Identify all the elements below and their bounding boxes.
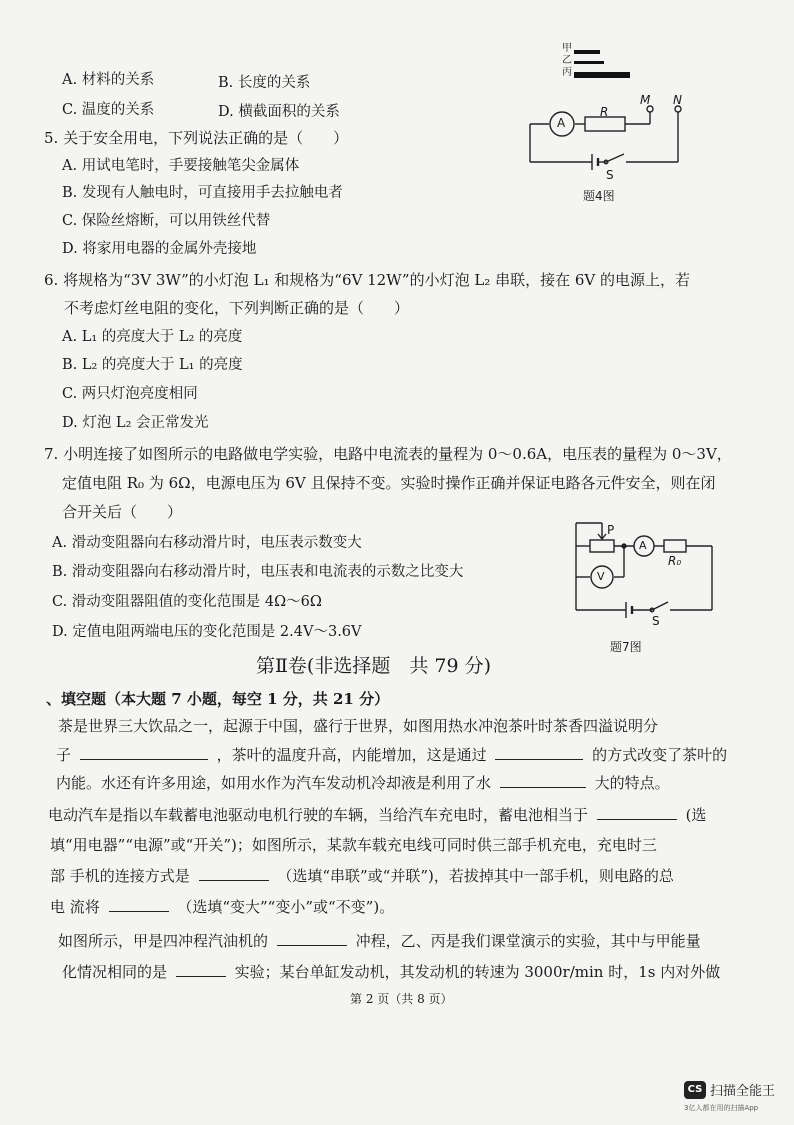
q7-stem-line3: 合开关后（ ）	[62, 503, 183, 521]
watermark-tagline: 3亿人都在用的扫描App	[684, 1104, 759, 1112]
fig4-ammeter-label: A	[557, 116, 566, 130]
q9-text: （选填“变大”“变小”或“不变”)。	[177, 898, 395, 916]
q10-line2	[62, 962, 720, 982]
fig4-legend-2: 乙	[562, 55, 572, 66]
q10-text: 化情况相同的是	[62, 963, 168, 981]
q10-blank-1[interactable]	[277, 931, 347, 946]
q8-line2	[56, 745, 727, 765]
q6-option-c: C. 两只灯泡亮度相同	[62, 386, 198, 402]
q7-stem-line1: 7. 小明连接了如图所示的电路做电学实验，电路中电流表的量程为 0～0.6A，电压表的量程为 0～3V，	[44, 445, 732, 463]
q9-line3	[50, 866, 674, 886]
q4-option-b: B. 长度的关系	[218, 75, 311, 91]
q5-option-d: D. 将家用电器的金属外壳接地	[62, 241, 257, 257]
q8-blank-3[interactable]	[500, 773, 586, 788]
q9-blank-3[interactable]	[109, 897, 169, 912]
q9-line1	[48, 805, 706, 825]
q8-blank-1[interactable]	[80, 745, 208, 760]
q10-blank-2[interactable]	[176, 962, 226, 977]
q10-text: 冲程，乙、丙是我们课堂演示的实验，其中与甲能量	[355, 932, 701, 950]
q7-option-d: D. 定值电阻两端电压的变化范围是 2.4V～3.6V	[52, 624, 362, 640]
q6-option-a: A. L₁ 的亮度大于 L₂ 的亮度	[62, 329, 243, 345]
fig7-voltmeter-label: V	[597, 570, 605, 583]
q5-option-c: C. 保险丝熔断，可以用铁丝代替	[62, 213, 271, 229]
q9-line2: 填“用电器”“电源”或“开关”)；如图所示，某款车载充电线可同时供三部手机充电，充电时三	[50, 836, 657, 854]
fig4-caption: 题4图	[583, 189, 615, 203]
q9-blank-1[interactable]	[597, 805, 677, 820]
q9-text: （选填“串联”或“并联”)，若拔掉其中一部手机，则电路的总	[277, 867, 674, 885]
q9-line4	[50, 897, 394, 917]
fig7-ammeter-label: A	[639, 539, 647, 552]
q9-text: 电动汽车是指以车载蓄电池驱动电机行驶的车辆，当给汽车充电时，蓄电池相当于	[48, 806, 589, 824]
page-number: 第 2 页（共 8 页）	[350, 992, 453, 1006]
q9-text: 部 手机的连接方式是	[50, 867, 190, 885]
fig4-resistor-label: R	[600, 105, 609, 119]
fig4-terminal-n: N	[673, 93, 682, 107]
fig4-switch-label: S	[606, 168, 614, 182]
q8-text: 子	[56, 746, 72, 764]
q10-line1	[58, 931, 701, 951]
fig7-resistor-label: R₀	[668, 554, 682, 568]
q6-stem-line1: 6. 将规格为“3V 3W”的小灯泡 L₁ 和规格为“6V 12W”的小灯泡 L₂ 串联，接在 6V 的电源上，若	[44, 271, 690, 289]
q6-option-d: D. 灯泡 L₂ 会正常发光	[62, 415, 209, 431]
scanner-watermark	[684, 1079, 784, 1115]
watermark-app-name: 扫描全能王	[710, 1084, 776, 1099]
fill-in-heading: 、填空题（本大题 7 小题，每空 1 分，共 21 分）	[46, 690, 390, 708]
q8-text: ，茶叶的温度升高，内能增加，这是通过	[216, 746, 487, 764]
camscanner-logo-icon: CS	[684, 1081, 706, 1099]
q10-text: 如图所示，甲是四冲程汽油机的	[58, 932, 269, 950]
q8-blank-2[interactable]	[495, 745, 583, 760]
q8-line1: 茶是世界三大饮品之一，起源于中国，盛行于世界，如图用热水冲泡茶叶时茶香四溢说明分	[58, 717, 659, 735]
fig4-legend-3: 丙	[562, 67, 572, 78]
fig7-switch-label: S	[652, 614, 660, 628]
q8-text: 内能。水还有许多用途，如用水作为汽车发动机冷却液是利用了水	[56, 774, 492, 792]
q8-text: 的方式改变了茶叶的	[592, 746, 728, 764]
fig7-caption: 题7图	[610, 640, 642, 654]
q5-option-a: A. 用试电笔时，手要接触笔尖金属体	[62, 158, 300, 174]
q4-option-c: C. 温度的关系	[62, 102, 155, 118]
q7-option-a: A. 滑动变阻器向右移动滑片时，电压表示数变大	[52, 535, 362, 551]
q4-option-d: D. 横截面积的关系	[218, 104, 340, 120]
section-2-title: 第Ⅱ卷(非选择题 共 79 分)	[256, 655, 491, 677]
q9-text: 电 流将	[50, 898, 100, 916]
fig4-terminal-m: M	[640, 93, 651, 107]
q7-stem-line2: 定值电阻 R₀ 为 6Ω，电源电压为 6V 且保持不变。实验时操作正确并保证电路各元件安全，则在闭	[62, 474, 716, 492]
q6-stem-line2: 不考虑灯丝电阻的变化，下列判断正确的是（ ）	[64, 299, 410, 317]
q8-text: 大的特点。	[594, 774, 670, 792]
q6-option-b: B. L₂ 的亮度大于 L₁ 的亮度	[62, 357, 243, 373]
fig7-slider-label: P	[607, 523, 615, 537]
q5-stem: 5. 关于安全用电，下列说法正确的是（ ）	[44, 129, 349, 147]
q5-option-b: B. 发现有人触电时，可直接用手去拉触电者	[62, 185, 343, 201]
q10-text: 实验；某台单缸发动机，其发动机的转速为 3000r/min 时，1s 内对外做	[234, 963, 721, 981]
q7-option-c: C. 滑动变阻器阻值的变化范围是 4Ω～6Ω	[52, 594, 322, 610]
q4-option-a: A. 材料的关系	[62, 72, 155, 88]
q7-option-b: B. 滑动变阻器向右移动滑片时，电压表和电流表的示数之比变大	[52, 564, 464, 580]
q8-line3	[56, 773, 670, 793]
q9-text: (选	[685, 806, 707, 824]
q9-blank-2[interactable]	[199, 866, 269, 881]
fig4-legend-1: 甲	[562, 43, 572, 54]
